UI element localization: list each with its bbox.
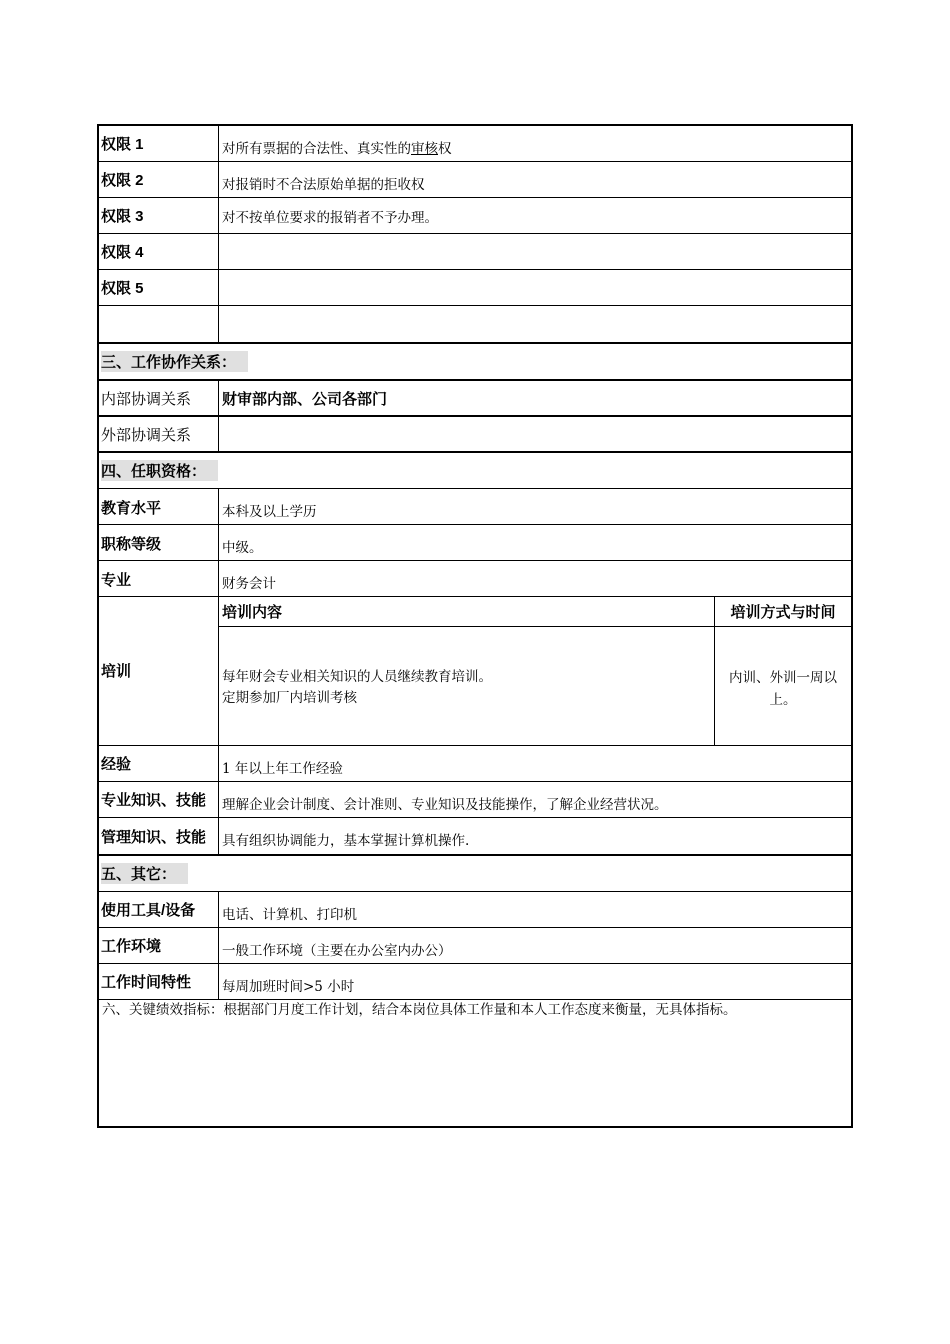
permission-row-blank	[99, 306, 851, 344]
section-4-title-wrap	[99, 453, 851, 488]
environment-row	[99, 928, 851, 964]
pro-skill-value: 理解企业会计制度、会计准则、专业知识及技能操作，了解企业经营状况。	[222, 796, 668, 813]
tools-label: 使用工具/设备	[99, 892, 219, 927]
training-method	[715, 627, 851, 745]
major-label: 专业	[99, 561, 219, 596]
training-content-line-1: 每年财会专业相关知识的人员继续教育培训。	[222, 669, 492, 685]
permission-label-2: 权限 2	[99, 162, 219, 197]
pro-skill-label: 专业知识、技能	[99, 782, 219, 817]
internal-coordination-value: 财审部内部、公司各部门	[222, 390, 388, 408]
major-row	[99, 561, 851, 597]
experience-value: 1 年以上年工作经验	[222, 760, 343, 777]
training-row	[99, 597, 851, 746]
internal-coordination-row	[99, 381, 851, 417]
permission-label-4: 权限 4	[99, 234, 219, 269]
permission-value-3: 对不按单位要求的报销者不予办理。	[222, 209, 438, 226]
section-5-header	[99, 856, 851, 892]
experience-label: 经验	[99, 746, 219, 781]
training-method-line-1: 内训、外训一周以	[729, 670, 837, 686]
experience-row	[99, 746, 851, 782]
permission-label-3: 权限 3	[99, 198, 219, 233]
permission-value-1-text: 对所有票据的合法性、真实性的	[222, 140, 411, 157]
work-time-row	[99, 964, 851, 1000]
title-level-label: 职称等级	[99, 525, 219, 560]
section-4-header	[99, 453, 851, 489]
permission-value-1-underlined: 审核	[411, 140, 438, 157]
pro-skill-row	[99, 782, 851, 818]
training-method-line-2: 上。	[769, 692, 797, 708]
permission-value-4	[219, 234, 851, 269]
section-4-title: 四、任职资格：	[101, 460, 218, 481]
permission-label-5: 权限 5	[99, 270, 219, 305]
work-time-value: 每周加班时间>5 小时	[222, 978, 355, 995]
section-5-title: 五、其它：	[101, 863, 188, 884]
training-label: 培训	[99, 597, 219, 745]
external-coordination-label: 外部协调关系	[99, 417, 219, 451]
permission-row-3	[99, 198, 851, 234]
permission-row-4	[99, 234, 851, 270]
section-3-title: 三、工作协作关系：	[101, 351, 248, 372]
blank-label	[99, 306, 219, 342]
major-value: 财务会计	[222, 575, 276, 592]
permission-row-2	[99, 162, 851, 198]
job-description-form	[97, 124, 853, 1128]
training-content-line-2: 定期参加厂内培训考核	[222, 690, 357, 706]
mgmt-skill-label: 管理知识、技能	[99, 818, 219, 854]
permission-label-1: 权限 1	[99, 126, 219, 161]
external-coordination-value	[219, 417, 851, 451]
training-method-header: 培训方式与时间	[715, 597, 851, 627]
title-level-row	[99, 525, 851, 561]
training-content-header: 培训内容	[219, 597, 715, 627]
education-label: 教育水平	[99, 489, 219, 524]
tools-value: 电话、计算机、打印机	[222, 906, 357, 923]
permission-value-5	[219, 270, 851, 305]
training-content	[219, 627, 715, 745]
blank-value	[219, 306, 851, 342]
section-6-kpi	[99, 1000, 851, 1126]
kpi-text: 六、关键绩效指标：根据部门月度工作计划，结合本岗位具体工作量和本人工作态度来衡量，无具体指标。	[102, 1002, 737, 1018]
external-coordination-row	[99, 417, 851, 453]
environment-value: 一般工作环境（主要在办公室内办公）	[222, 942, 452, 959]
section-3-title-wrap	[99, 344, 851, 379]
permission-value-2: 对报销时不合法原始单据的拒收权	[222, 176, 425, 193]
section-5-title-wrap	[99, 856, 851, 891]
mgmt-skill-value: 具有组织协调能力，基本掌握计算机操作.	[222, 833, 470, 849]
permission-row-5	[99, 270, 851, 306]
mgmt-skill-row	[99, 818, 851, 856]
permission-value-1	[219, 126, 851, 161]
education-value: 本科及以上学历	[222, 503, 317, 520]
section-3-header	[99, 344, 851, 381]
work-time-label: 工作时间特性	[99, 964, 219, 999]
tools-row	[99, 892, 851, 928]
education-row	[99, 489, 851, 525]
title-level-value: 中级。	[222, 539, 263, 556]
environment-label: 工作环境	[99, 928, 219, 963]
internal-coordination-label: 内部协调关系	[99, 381, 219, 415]
permission-value-1-suffix: 权	[438, 140, 452, 157]
permission-row-1	[99, 126, 851, 162]
training-table	[219, 597, 851, 745]
